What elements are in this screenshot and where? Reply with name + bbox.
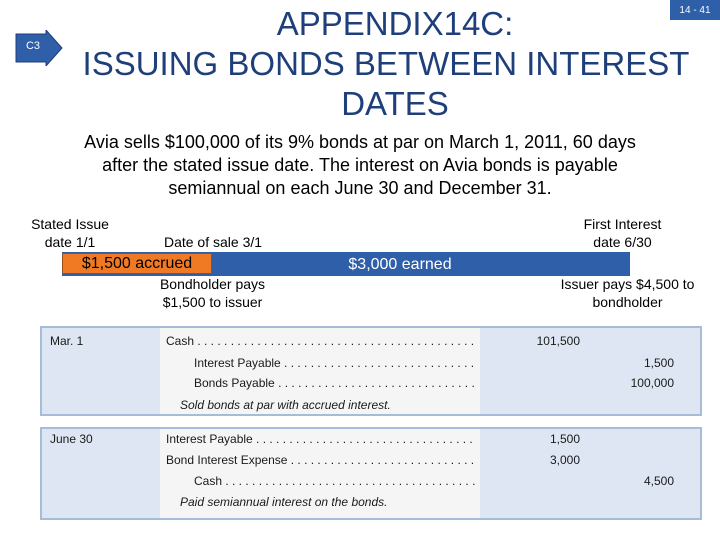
first-interest-label-line-2: date 6/30 [593,234,652,250]
first-interest-date-label [560,215,685,251]
journal-row [42,331,700,352]
earned-interest-label: $3,000 earned [348,256,452,273]
journal-debit: 3,000 [549,453,580,467]
journal-debit: 1,500 [549,432,580,446]
journal-row [42,471,700,492]
issuer-pays-line-2: bondholder [592,294,663,310]
body-line-2: after the stated issue date. The interest on Avia bonds is payable [102,155,618,175]
objective-label: C3 [25,40,41,52]
journal-date: June 30 [50,432,93,446]
bondholder-pays-line-1: Bondholder pays [159,276,266,292]
journal-explanation: Paid semiannual interest on the bonds. [180,495,388,509]
issuer-pays-line-1: Issuer pays $4,500 to [560,276,695,292]
bondholder-pays-line-2: $1,500 to issuer [162,294,263,310]
journal-row [42,429,700,450]
journal-explanation-row [42,492,700,513]
bondholder-pays-label [140,275,285,311]
slide-title-line-3: DATES [341,85,449,122]
first-interest-label-line-1: First Interest [583,216,662,232]
body-text [30,131,690,200]
journal-credit: 1,500 [643,356,674,370]
issuer-pays-label [545,275,710,311]
journal-account: Bonds Payable . . . [194,373,476,394]
body-line-3: semiannual on each June 30 and December 31. [168,178,552,198]
journal-explanation-row [42,395,700,416]
accrued-interest-segment: $1,500 accrued [62,253,212,274]
journal-date: Mar. 1 [50,334,84,348]
slide-number: 14 - 41 [670,0,720,20]
stated-issue-date-label [10,215,130,251]
stated-issue-label-line-2: date 1/1 [44,234,96,250]
journal-credit: 4,500 [643,474,674,488]
journal-account: Cash . . . [194,471,476,492]
stated-issue-label-line-1: Stated Issue [31,216,109,232]
journal-credit: 100,000 [630,376,674,390]
journal-row [42,353,700,374]
journal-row [42,450,700,471]
slide-title-line-2: ISSUING BONDS BETWEEN INTEREST [82,45,690,82]
journal-entry-june [40,427,702,520]
date-of-sale-label: Date of sale 3/1 [163,234,263,250]
journal-account: Interest Payable . . . [194,353,476,374]
journal-entry-march [40,326,702,416]
body-line-1: Avia sells $100,000 of its 9% bonds at par on March 1, 2011, 60 days [84,132,636,152]
journal-account: Interest Payable . . . [166,429,476,450]
journal-explanation: Sold bonds at par with accrued interest. [180,398,391,412]
journal-account: Cash . . . [166,331,476,352]
slide-title-line-1: APPENDIX14C: [276,5,514,42]
journal-row [42,373,700,394]
journal-account: Bond Interest Expense . . . [166,450,476,471]
journal-debit: 101,500 [536,334,580,348]
